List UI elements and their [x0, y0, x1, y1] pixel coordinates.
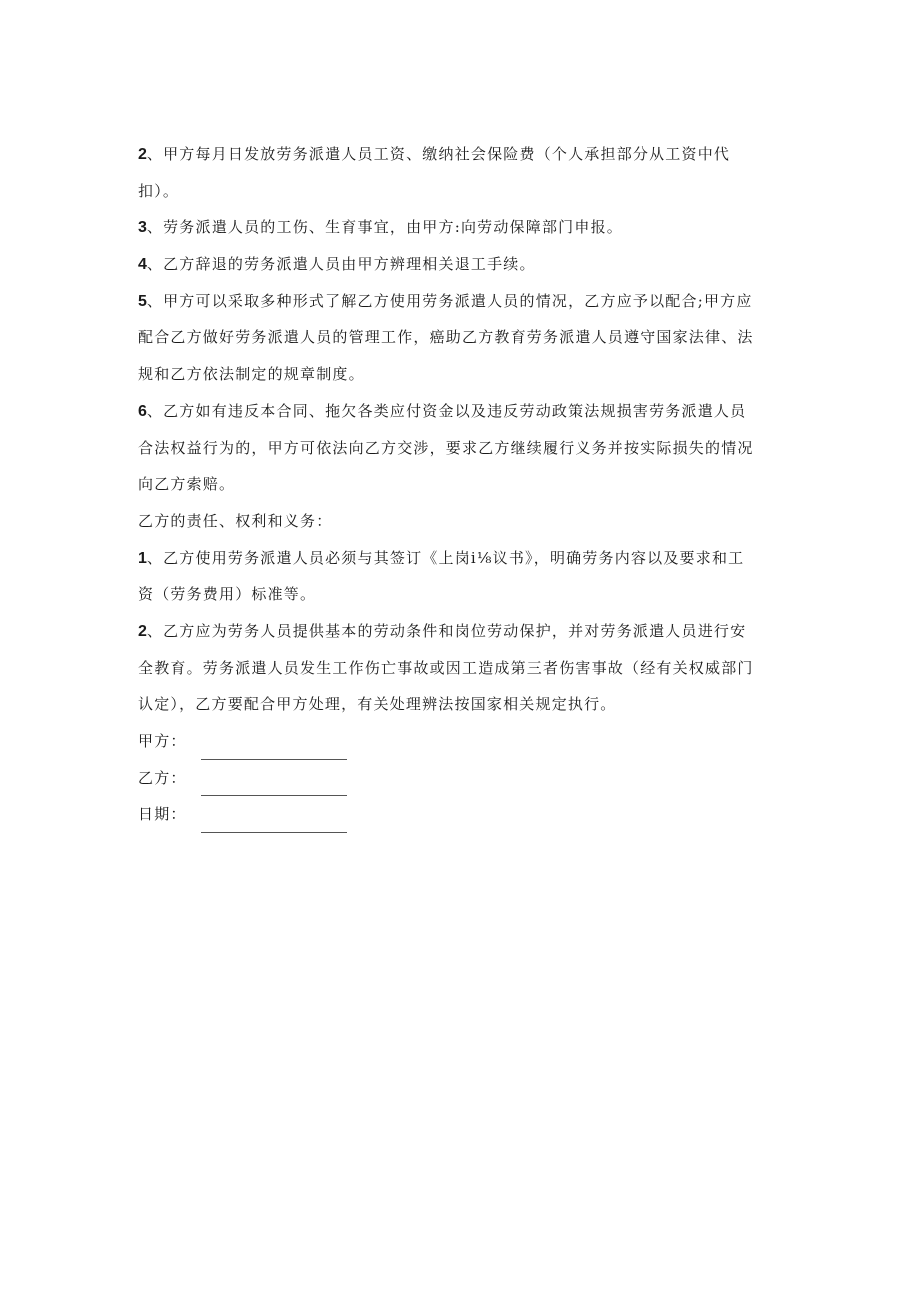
clause-3: [138, 209, 788, 246]
clause-text: 规和乙方依法制定的规章制度。: [138, 365, 365, 384]
date-line[interactable]: [201, 808, 347, 833]
clause-text: 向乙方索赔。: [138, 475, 236, 494]
clause-text: 、甲方可以采取多种形式了解乙方使用劳务派遣人员的情况，乙方应予以配合;甲方应: [146, 291, 753, 310]
signature-block: [138, 723, 788, 833]
clause-b-2: [138, 613, 788, 723]
clause-2: [138, 136, 788, 209]
clause-text: 、乙方如有违反本合同、拖欠各类应付资金以及违反劳动政策法规损害劳务派遣人员: [146, 401, 747, 420]
clause-text: 、甲方每月日发放劳务派遣人员工资、缴纳社会保险费（个人承担部分从工资中代: [146, 145, 731, 163]
clause-text: 合法权益行为的，甲方可依法向乙方交涉，要求乙方继续履行义务并按实际损失的情况: [138, 438, 754, 457]
clause-number: 3: [138, 219, 147, 237]
clause-number: 2: [138, 622, 147, 640]
clause-6: [138, 393, 788, 503]
clause-number: 6: [138, 402, 147, 420]
party-b-signature-line[interactable]: [201, 771, 347, 796]
clause-number: 5: [138, 292, 147, 310]
party-b-label: 乙方：: [138, 768, 187, 787]
party-a-signature-line[interactable]: [201, 735, 347, 760]
clause-text: 配合乙方做好劳务派遣人员的管理工作，癌助乙方教育劳务派遣人员遵守国家法律、法: [138, 328, 754, 347]
date-signature: [138, 796, 788, 833]
clause-number: 1: [138, 549, 147, 567]
clause-text: 扣）。: [138, 181, 180, 200]
clause-5: [138, 283, 788, 393]
clause-text: 资（劳务费用）标准等。: [138, 585, 317, 604]
clause-text: 、劳务派遣人员的工伤、生育事宜，由甲方:向劳动保障部门申报。: [146, 218, 623, 237]
clause-number: 4: [138, 256, 147, 274]
party-a-signature: [138, 723, 788, 760]
clause-list-a: [138, 136, 788, 503]
clause-4: [138, 246, 788, 283]
clause-b-1: [138, 540, 788, 613]
party-a-label: 甲方：: [138, 731, 187, 750]
clause-text: 全教育。劳务派遣人员发生工作伤亡事故或因工造成第三者伤害事故（经有关权威部门: [138, 658, 754, 677]
document-body: [138, 136, 788, 833]
clause-text: 、乙方辞退的劳务派遣人员由甲方辨理相关退工手续。: [146, 255, 536, 274]
clause-number: 2: [138, 146, 147, 163]
clause-text: 、乙方使用劳务派遣人员必须与其签订《上岗i⅛议书》，明确劳务内容以及要求和工: [146, 548, 745, 567]
party-b-signature: [138, 760, 788, 797]
section-heading: 乙方的责任、权利和义务：: [138, 511, 333, 530]
clause-list-b: [138, 540, 788, 723]
clause-text: 、乙方应为劳务人员提供基本的劳动条件和岗位劳动保护，并对劳务派遣人员进行安: [146, 621, 747, 640]
date-label: 日期：: [138, 805, 187, 824]
clause-text: 认定），乙方要配合甲方处理，有关处理辨法按国家相关规定执行。: [138, 695, 617, 714]
